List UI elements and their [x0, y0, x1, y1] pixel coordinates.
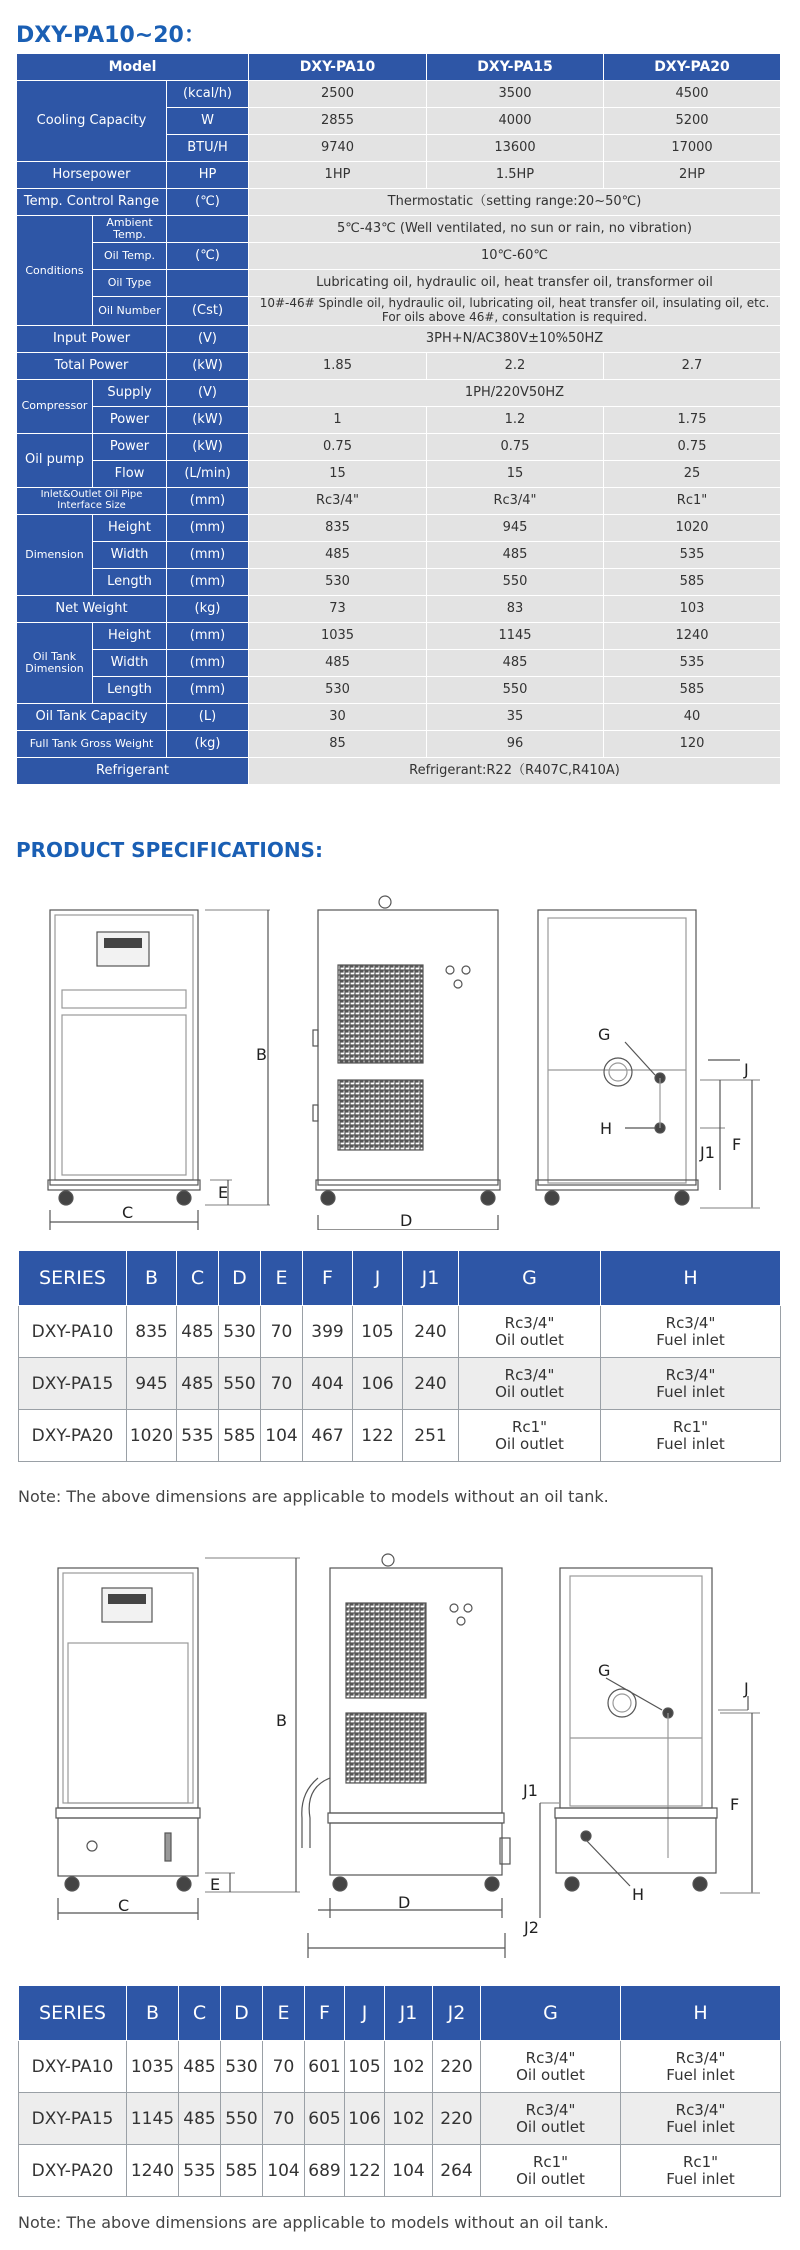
cell: 106 [345, 2093, 385, 2145]
cell: 0.75 [604, 433, 781, 460]
unit: (kW) [167, 352, 249, 379]
cell: 104 [261, 1410, 303, 1462]
unit: (V) [167, 379, 249, 406]
cell: 3500 [427, 81, 604, 108]
caster-icon [177, 1191, 191, 1205]
label-h: H [600, 1119, 613, 1138]
col-header: C [179, 1986, 221, 2041]
cell: Rc1" [604, 487, 781, 514]
row-label: Input Power [17, 325, 167, 352]
unit: BTU/H [167, 135, 249, 162]
sub-label: Width [93, 649, 167, 676]
cell: 530 [249, 568, 427, 595]
label-c: C [122, 1203, 134, 1222]
unit: (kW) [167, 433, 249, 460]
cell: 530 [221, 2041, 263, 2093]
cell: 240 [403, 1358, 459, 1410]
table-row [19, 2041, 781, 2093]
col-header: C [177, 1251, 219, 1306]
control-panel-icon [97, 932, 149, 966]
row-label: Temp. Control Range [17, 189, 167, 216]
cell: 73 [249, 595, 427, 622]
spec-table [16, 53, 781, 785]
dimension-table-2 [18, 1985, 781, 2197]
label-d: D [400, 1211, 413, 1230]
label-j1: J1 [523, 1781, 538, 1800]
unit: (mm) [167, 514, 249, 541]
cell: 945 [427, 514, 604, 541]
unit [167, 216, 249, 243]
cell: 220 [433, 2093, 481, 2145]
cell: 550 [427, 568, 604, 595]
label-g: G [598, 1025, 611, 1044]
cell: 585 [219, 1410, 261, 1462]
cell: Rc3/4" Oil outlet [459, 1306, 601, 1358]
cell: 1145 [427, 622, 604, 649]
cell: 2855 [249, 108, 427, 135]
control-panel-icon [102, 1588, 152, 1622]
cell: 122 [353, 1410, 403, 1462]
cell: 485 [179, 2041, 221, 2093]
cell: 1240 [604, 622, 781, 649]
cell: 9740 [249, 135, 427, 162]
cell: 485 [177, 1358, 219, 1410]
cell: Lubricating oil, hydraulic oil, heat transfer oil, transformer oil [249, 270, 781, 297]
table-row [19, 1410, 781, 1462]
row-label: Compressor [17, 379, 93, 433]
cell: 550 [427, 676, 604, 703]
cell: Thermostatic（setting range:20~50℃) [249, 189, 781, 216]
section-title: PRODUCT SPECIFICATIONS: [16, 838, 323, 862]
unit: (kcal/h) [167, 81, 249, 108]
cell: 25 [604, 460, 781, 487]
row-label: Full Tank Gross Weight [17, 730, 167, 757]
cell: 105 [353, 1306, 403, 1358]
cell: 689 [305, 2145, 345, 2197]
cell: 585 [604, 568, 781, 595]
oil-tank-outline [58, 1818, 198, 1876]
unit: (L/min) [167, 460, 249, 487]
row-label: Dimension [17, 514, 93, 595]
unit: HP [167, 162, 249, 189]
model-header: Model [17, 54, 249, 81]
cell: 4500 [604, 81, 781, 108]
label-h: H [632, 1885, 645, 1904]
table-row [19, 2145, 781, 2197]
vent-grille [338, 965, 423, 1063]
unit: (mm) [167, 568, 249, 595]
row-label: Oil Tank Capacity [17, 703, 167, 730]
cell: 835 [249, 514, 427, 541]
cell: 585 [221, 2145, 263, 2197]
footnote: Note: The above dimensions are applicable to models without an oil tank. [18, 1487, 609, 1506]
unit: (mm) [167, 541, 249, 568]
chiller-rear-outline [538, 910, 696, 1185]
cell: 535 [604, 541, 781, 568]
cell: 83 [427, 595, 604, 622]
cell: 5200 [604, 108, 781, 135]
cell: 601 [305, 2041, 345, 2093]
cell: 85 [249, 730, 427, 757]
vent-grille [346, 1603, 426, 1698]
row-label: Refrigerant [17, 757, 249, 784]
cell: 1.2 [427, 406, 604, 433]
cell: 485 [249, 541, 427, 568]
col-header: SERIES [19, 1251, 127, 1306]
cell: Rc3/4" Fuel inlet [601, 1358, 781, 1410]
cell: 535 [177, 1410, 219, 1462]
technical-drawing-2 [0, 1548, 800, 1968]
sub-label: Height [93, 622, 167, 649]
label-j1: J1 [700, 1143, 715, 1162]
col-header: F [305, 1986, 345, 2041]
row-label: Oil Tank Dimension [17, 622, 93, 703]
col-header: G [459, 1251, 601, 1306]
series-cell: DXY-PA15 [19, 2093, 127, 2145]
row-label: Total Power [17, 352, 167, 379]
cell: 96 [427, 730, 604, 757]
vent-grille [338, 1080, 423, 1150]
cell: Rc3/4" [249, 487, 427, 514]
row-label: Net Weight [17, 595, 167, 622]
technical-drawing-1 [0, 890, 800, 1230]
cell: 1035 [249, 622, 427, 649]
cell: 485 [249, 649, 427, 676]
col-header: B [127, 1986, 179, 2041]
cell: Rc3/4" Fuel inlet [601, 1306, 781, 1358]
cell: 10#-46# Spindle oil, hydraulic oil, lubricating oil, heat transfer oil, insulating oil, etc. For oils above 46#, consultation is required. [249, 297, 781, 326]
cell: 15 [427, 460, 604, 487]
cell: 0.75 [427, 433, 604, 460]
oil-tank-outline [556, 1818, 716, 1873]
model-col: DXY-PA20 [604, 54, 781, 81]
cell: 1.75 [604, 406, 781, 433]
chiller-rear-outline [560, 1568, 712, 1808]
cell: Rc1" Fuel inlet [621, 2145, 781, 2197]
sub-label: Oil Number [93, 297, 167, 326]
cell: 5℃-43℃ (Well ventilated, no sun or rain, no vibration) [249, 216, 781, 243]
cell: 2500 [249, 81, 427, 108]
sub-label: Flow [93, 460, 167, 487]
cell: 485 [427, 649, 604, 676]
col-header: D [219, 1251, 261, 1306]
cell: 4000 [427, 108, 604, 135]
col-header: SERIES [19, 1986, 127, 2041]
col-header: E [263, 1986, 305, 2041]
unit: (kg) [167, 730, 249, 757]
cell: 102 [385, 2093, 433, 2145]
col-header: J [345, 1986, 385, 2041]
unit: (mm) [167, 487, 249, 514]
row-label: Horsepower [17, 162, 167, 189]
series-cell: DXY-PA20 [19, 1410, 127, 1462]
model-col: DXY-PA10 [249, 54, 427, 81]
unit: (mm) [167, 676, 249, 703]
cell: Rc3/4" Fuel inlet [621, 2093, 781, 2145]
cell: 1020 [604, 514, 781, 541]
cell: 251 [403, 1410, 459, 1462]
label-e: E [210, 1875, 221, 1894]
cell: 17000 [604, 135, 781, 162]
cell: 105 [345, 2041, 385, 2093]
cell: Rc3/4" Oil outlet [459, 1358, 601, 1410]
label-c: C [118, 1896, 130, 1915]
pressure-gauge-icon [604, 1058, 632, 1086]
cell: 530 [249, 676, 427, 703]
cell: 404 [303, 1358, 353, 1410]
col-header: J1 [385, 1986, 433, 2041]
label-d: D [398, 1893, 411, 1912]
cell: 835 [127, 1306, 177, 1358]
label-b: B [256, 1045, 267, 1064]
cell: 30 [249, 703, 427, 730]
cell: 264 [433, 2145, 481, 2197]
unit [167, 270, 249, 297]
cell: 535 [604, 649, 781, 676]
col-header: J2 [433, 1986, 481, 2041]
caster-icon [177, 1877, 191, 1891]
cell: Rc3/4" [427, 487, 604, 514]
cell: 120 [604, 730, 781, 757]
cell: 102 [385, 2041, 433, 2093]
cell: Rc1" Oil outlet [459, 1410, 601, 1462]
cell: 485 [177, 1306, 219, 1358]
cell: 2.2 [427, 352, 604, 379]
cell: 945 [127, 1358, 177, 1410]
series-cell: DXY-PA10 [19, 2041, 127, 2093]
unit: (℃) [167, 243, 249, 270]
sub-label: Oil Temp. [93, 243, 167, 270]
sub-label: Power [93, 433, 167, 460]
cell: 585 [604, 676, 781, 703]
row-label: Inlet&Outlet Oil Pipe Interface Size [17, 487, 167, 514]
cell: 550 [221, 2093, 263, 2145]
label-j: J [744, 1060, 749, 1079]
cell: 240 [403, 1306, 459, 1358]
sub-label: Ambient Temp. [93, 216, 167, 243]
cell: 70 [261, 1358, 303, 1410]
dimension-table-1 [18, 1250, 781, 1462]
cell: 1.85 [249, 352, 427, 379]
sub-label: Height [93, 514, 167, 541]
sub-label: Power [93, 406, 167, 433]
cell: 104 [263, 2145, 305, 2197]
cell: 70 [261, 1306, 303, 1358]
unit: (kg) [167, 595, 249, 622]
cell: 1HP [249, 162, 427, 189]
table-row [19, 1358, 781, 1410]
cell: 1PH/220V50HZ [249, 379, 781, 406]
label-j2: J2 [524, 1918, 539, 1937]
cell: 15 [249, 460, 427, 487]
row-label: Cooling Capacity [17, 81, 167, 162]
cell: 13600 [427, 135, 604, 162]
unit: (℃) [167, 189, 249, 216]
model-col: DXY-PA15 [427, 54, 604, 81]
cell: Rc3/4" Fuel inlet [621, 2041, 781, 2093]
col-header: J [353, 1251, 403, 1306]
cell: 122 [345, 2145, 385, 2197]
cell: 40 [604, 703, 781, 730]
cell: 0.75 [249, 433, 427, 460]
footnote: Note: The above dimensions are applicable to models without an oil tank. [18, 2213, 609, 2232]
cell: 106 [353, 1358, 403, 1410]
cell: 104 [385, 2145, 433, 2197]
sub-label: Length [93, 676, 167, 703]
cell: Rc3/4" Oil outlet [481, 2093, 621, 2145]
col-header: J1 [403, 1251, 459, 1306]
label-g: G [598, 1661, 611, 1680]
unit: (L) [167, 703, 249, 730]
label-j: J [744, 1679, 749, 1698]
unit: (Cst) [167, 297, 249, 326]
sub-label: Length [93, 568, 167, 595]
series-cell: DXY-PA15 [19, 1358, 127, 1410]
cell: 605 [305, 2093, 345, 2145]
label-b: B [276, 1711, 287, 1730]
cell: 3PH+N/AC380V±10%50HZ [249, 325, 781, 352]
col-header: B [127, 1251, 177, 1306]
unit: (kW) [167, 406, 249, 433]
cell: 10℃-60℃ [249, 243, 781, 270]
vent-grille [346, 1713, 426, 1783]
caster-icon [65, 1877, 79, 1891]
cell: Rc1" Fuel inlet [601, 1410, 781, 1462]
cell: Rc1" Oil outlet [481, 2145, 621, 2197]
cell: 1.5HP [427, 162, 604, 189]
col-header: H [621, 1986, 781, 2041]
table-row [19, 1306, 781, 1358]
row-label: Oil pump [17, 433, 93, 487]
label-f: F [730, 1795, 740, 1814]
col-header: E [261, 1251, 303, 1306]
label-e: E [218, 1183, 229, 1202]
cell: 35 [427, 703, 604, 730]
series-cell: DXY-PA10 [19, 1306, 127, 1358]
cell: Rc3/4" Oil outlet [481, 2041, 621, 2093]
sub-label: Oil Type [93, 270, 167, 297]
table-row [19, 2093, 781, 2145]
cell: 535 [179, 2145, 221, 2197]
col-header: F [303, 1251, 353, 1306]
unit: (mm) [167, 649, 249, 676]
cell: 485 [179, 2093, 221, 2145]
series-cell: DXY-PA20 [19, 2145, 127, 2197]
row-label: Conditions [17, 216, 93, 326]
cell: Refrigerant:R22（R407C,R410A) [249, 757, 781, 784]
cell: 1 [249, 406, 427, 433]
cell: 103 [604, 595, 781, 622]
oil-tank-outline [330, 1823, 502, 1875]
col-header: H [601, 1251, 781, 1306]
cell: 467 [303, 1410, 353, 1462]
cell: 70 [263, 2093, 305, 2145]
cell: 1035 [127, 2041, 179, 2093]
cell: 550 [219, 1358, 261, 1410]
col-header: D [221, 1986, 263, 2041]
sub-label: Width [93, 541, 167, 568]
page-title: DXY-PA10~20： [16, 23, 206, 48]
cell: 530 [219, 1306, 261, 1358]
caster-icon [59, 1191, 73, 1205]
cell: 485 [427, 541, 604, 568]
cell: 399 [303, 1306, 353, 1358]
cell: 70 [263, 2041, 305, 2093]
unit: (mm) [167, 622, 249, 649]
cell: 1240 [127, 2145, 179, 2197]
label-f: F [732, 1135, 742, 1154]
cell: 1145 [127, 2093, 179, 2145]
fuel-inlet-icon [581, 1831, 591, 1841]
cell: 2HP [604, 162, 781, 189]
unit: W [167, 108, 249, 135]
sub-label: Supply [93, 379, 167, 406]
cell: 1020 [127, 1410, 177, 1462]
cell: 220 [433, 2041, 481, 2093]
col-header: G [481, 1986, 621, 2041]
unit: (V) [167, 325, 249, 352]
cell: 2.7 [604, 352, 781, 379]
